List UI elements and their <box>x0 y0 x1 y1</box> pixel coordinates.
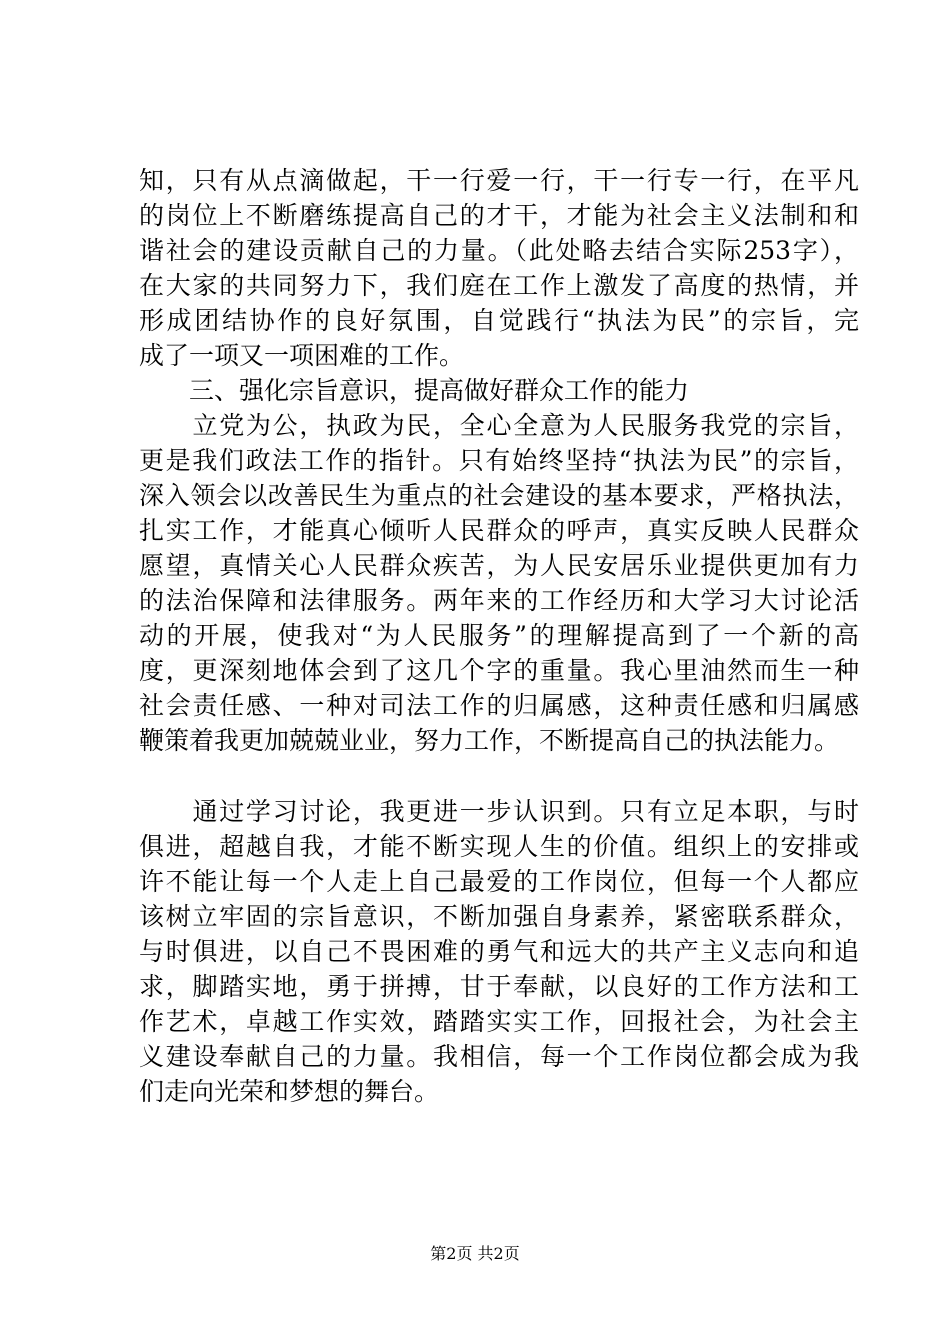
paragraph-spacer <box>139 758 859 794</box>
text-line: 的岗位上不断磨练提高自己的才干，才能为社会主义法制和和 <box>139 201 859 230</box>
text-line: 更是我们政法工作的指针。只有始终坚持“执法为民”的宗旨， <box>139 446 859 475</box>
text-line: 知，只有从点滴做起，干一行爱一行，干一行专一行，在平凡 <box>139 166 859 195</box>
text-line: 俱进，超越自我，才能不断实现人生的价值。组织上的安排或 <box>139 832 859 861</box>
text-line: 深入领会以改善民生为重点的社会建设的基本要求，严格执法， <box>139 481 859 510</box>
text-line: 愿望，真情关心人民群众疾苦，为人民安居乐业提供更加有力 <box>139 551 859 580</box>
text-line: 义建设奉献自己的力量。我相信，每一个工作岗位都会成为我 <box>139 1042 859 1071</box>
text-line: 谐社会的建设贡献自己的力量。（此处略去结合实际253字）， <box>139 236 859 265</box>
text-line: 动的开展，使我对“为人民服务”的理解提高到了一个新的高 <box>139 621 859 650</box>
text-line: 扎实工作，才能真心倾听人民群众的呼声，真实反映人民群众 <box>139 516 859 545</box>
text-line: 形成团结协作的良好氛围，自觉践行“执法为民”的宗旨，完 <box>139 306 859 335</box>
section-heading: 三、强化宗旨意识，提高做好群众工作的能力 <box>139 376 690 405</box>
text-line: 度，更深刻地体会到了这几个字的重量。我心里油然而生一种 <box>139 656 859 685</box>
text-line: 与时俱进，以自己不畏困难的勇气和远大的共产主义志向和追 <box>139 937 859 966</box>
paragraph-2 <box>139 408 859 758</box>
paragraph-1 <box>139 163 859 373</box>
text-line: 在大家的共同努力下，我们庭在工作上激发了高度的热情，并 <box>139 271 859 300</box>
text-line: 成了一项又一项困难的工作。 <box>139 341 465 370</box>
text-line: 鞭策着我更加兢兢业业，努力工作，不断提高自己的执法能力。 <box>139 726 840 755</box>
document-body <box>139 163 859 1109</box>
text-line: 的法治保障和法律服务。两年来的工作经历和大学习大讨论活 <box>139 586 859 615</box>
text-line: 通过学习讨论，我更进一步认识到。只有立足本职，与时 <box>139 797 859 826</box>
text-line: 该树立牢固的宗旨意识，不断加强自身素养，紧密联系群众， <box>139 902 859 931</box>
page-footer: 第2页 共2页 <box>430 1244 520 1263</box>
text-line: 们走向光荣和梦想的舞台。 <box>139 1077 440 1106</box>
paragraph-3 <box>139 794 859 1109</box>
text-line: 许不能让每一个人走上自己最爱的工作岗位，但每一个人都应 <box>139 867 859 896</box>
text-line: 社会责任感、一种对司法工作的归属感，这种责任感和归属感 <box>139 691 859 720</box>
text-line: 求，脚踏实地，勇于拼搏，甘于奉献，以良好的工作方法和工 <box>139 972 859 1001</box>
text-line: 立党为公，执政为民，全心全意为人民服务我党的宗旨， <box>139 411 859 440</box>
text-line: 作艺术，卓越工作实效，踏踏实实工作，回报社会，为社会主 <box>139 1007 859 1036</box>
